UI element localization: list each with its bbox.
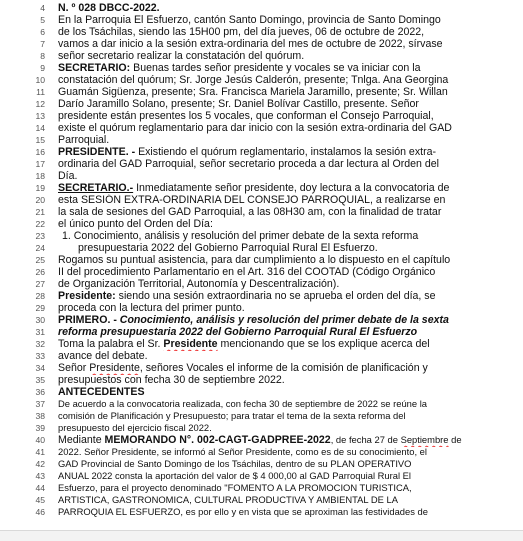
- line-37: 37 De acuerdo a la convocatoria realizada, con fecha 30 de septiembre de 2022 se reúne la: [0, 398, 523, 411]
- line-33: 33 avance del debate.: [0, 350, 523, 363]
- line-text: el único punto del Orden del Día:: [58, 218, 213, 230]
- line-20: 20 esta SESIÓN EXTRA-ORDINARIA DEL CONSEJO PARROQUIAL, a realizarse en: [0, 194, 523, 207]
- flagged-word: Presidente: [89, 362, 140, 374]
- line-text: N. º 028 DBCC-2022.: [58, 2, 160, 14]
- line-35: 35 presupuestos con fecha 30 de septiembre 2022.: [0, 374, 523, 387]
- line-text: Existiendo el quórum reglamentario, instalamos la sesión extra-: [135, 146, 437, 158]
- line-text: constatación del quórum; Sr. Jorge Jesús Calderón, presente; Tnlga. Ana Georgina: [58, 74, 449, 86]
- line-4: 4 N. º 028 DBCC-2022.: [0, 2, 523, 15]
- line-text: Parroquial.: [58, 134, 110, 146]
- line-text: ordinaria del GAD Parroquial, señor secretario proceda a dar lectura al Orden del: [58, 158, 439, 170]
- line-45: 45 ARTISTICA, GASTRONOMICA, CULTURAL PRODUCTIVA Y AMBIENTAL DE LA: [0, 494, 523, 507]
- line-text: de Organización Territorial, Autonomía y Descentralización).: [58, 278, 340, 290]
- line-text: , de fecha 27 de: [330, 434, 401, 445]
- line-14: 14 existe el quórum reglamentario para dar inicio con la sesión extra-ordinaria del GAD: [0, 122, 523, 135]
- line-9: 9 SECRETARIO: Buenas tardes señor presidente y vocales se va iniciar con la: [40, 62, 421, 74]
- speaker-label: PRESIDENTE. -: [58, 146, 136, 158]
- line-text: vamos a dar inicio a la sesión extra-ordinaria del mes de octubre de 2022, sírvase: [58, 38, 443, 50]
- line-text: Señor: [58, 362, 90, 374]
- line-31: 31 reforma presupuestaria 2022 del Gobierno Parroquial Rural El Esfuerzo: [0, 326, 523, 339]
- line-text: Conocimiento, análisis y resolución del primer debate de la sexta: [116, 314, 449, 326]
- line-5: 5 En la Parroquia El Esfuerzo, cantón Santo Domingo, provincia de Santo Domingo: [0, 14, 523, 27]
- line-15: 15 Parroquial.: [0, 134, 523, 147]
- line-8: 8 señor secretario realizar la constatación del quórum.: [0, 50, 523, 63]
- status-bar: [0, 530, 523, 541]
- line-38: 38 comisión de Planificación y Presupuesto; para tratar el tema de la sexta reforma del: [0, 410, 523, 423]
- line-46: 46 PARROQUIA EL ESFUERZO, es por ello y en vista que se aproximan las festividades de: [0, 506, 523, 519]
- line-text: avance del debate.: [58, 350, 148, 362]
- line-text: proceda con la lectura del primer punto.: [58, 302, 245, 314]
- line-text: esta SESIÓN EXTRA-ORDINARIA DEL CONSEJO PARROQUIAL, a realizarse en: [58, 194, 446, 206]
- line-10: 10 constatación del quórum; Sr. Jorge Jesús Calderón, presente; Tnlga. Ana Georgina: [0, 74, 523, 87]
- line-text: Día.: [58, 170, 78, 182]
- line-text: En la Parroquia El Esfuerzo, cantón Santo Domingo, provincia de Santo Domingo: [58, 14, 441, 26]
- line-text: De acuerdo a la convocatoria realizada, con fecha 30 de septiembre de 2022 se reúne la: [58, 398, 427, 409]
- line-29: 29 proceda con la lectura del primer punto.: [0, 302, 523, 315]
- line-text: Toma la palabra el Sr.: [58, 338, 164, 350]
- flagged-word: Septiembre: [400, 434, 449, 445]
- line-text: Buenas tardes señor presidente y vocales se va iniciar con la: [130, 62, 421, 74]
- line-16: 16 PRESIDENTE. - Existiendo el quórum reglamentario, instalamos la sesión extra-: [35, 146, 437, 158]
- line-text: de: [448, 434, 462, 445]
- line-text: presupuesto del ejercicio fiscal 2022.: [58, 422, 212, 433]
- line-36: 36 ANTECEDENTES: [0, 386, 523, 399]
- line-13: 13 presidente están presentes los 5 vocales, que conforman el Consejo Parroquial,: [0, 110, 523, 123]
- line-text: PARROQUIA EL ESFUERZO, es por ello y en vista que se aproximan las festividades de: [58, 506, 428, 517]
- line-24: 24 presupuestaria 2022 del Gobierno Parroquial Rural El Esfuerzo.: [0, 242, 523, 255]
- line-text: Mediante: [58, 434, 105, 446]
- section-heading: ANTECEDENTES: [58, 386, 145, 398]
- line-text: GAD Provincial de Santo Domingo de los Tsáchilas, dentro de su PLAN OPERATIVO: [58, 458, 412, 469]
- line-27: 27 de Organización Territorial, Autonomía y Descentralización).: [0, 278, 523, 291]
- line-32: 32 Toma la palabra el Sr. Presidente mencionando que se los explique acerca del: [35, 338, 430, 350]
- line-text: presupuestos con fecha 30 de septiembre 2022.: [58, 374, 285, 386]
- line-text: siendo una sesión extraordinaria no se aprueba el orden del día, se: [115, 290, 436, 302]
- line-text: reforma presupuestaria 2022 del Gobierno Parroquial Rural El Esfuerzo: [58, 326, 418, 338]
- line-text: mencionando que se los explique acerca del: [217, 338, 430, 350]
- line-text: 2022. Señor Presidente, se informó al Señor Presidente, como es de su conocimiento, el: [58, 446, 427, 457]
- line-text: , señores Vocales el informe de la comisión de planificación y: [139, 362, 428, 374]
- line-text: II del procedimiento Parlamentario en el Art. 316 del COOTAD (Código Orgánico: [58, 266, 436, 278]
- speaker-label: SECRETARIO.-: [58, 182, 134, 194]
- line-19: 19 SECRETARIO.- Inmediatamente señor presidente, doy lectura a la convocatoria de: [35, 182, 450, 194]
- line-25: 25 Rogamos su puntual asistencia, para dar cumplimiento a lo dispuesto en el capítulo: [0, 254, 523, 267]
- line-text: Esfuerzo, para el proyecto denominado "FOMENTO A LA PROMOCION TURISTICA,: [58, 482, 412, 493]
- line-text: de los Tsáchilas, siendo las 15H00 pm, del día jueves, 06 de octubre de 2022,: [58, 26, 425, 38]
- line-21: 21 la sala de sesiones del GAD Parroquial, a las 08H30 am, con la finalidad de tratar: [0, 206, 523, 219]
- section-label: PRIMERO. -: [58, 314, 117, 326]
- line-11: 11 Guamán Sigüenza, presente; Sra. Francisca Mariela Jaramillo, presente; Sr. Willan: [0, 86, 523, 99]
- line-text: ARTISTICA, GASTRONOMICA, CULTURAL PRODUCTIVA Y AMBIENTAL DE LA: [58, 494, 398, 505]
- line-22: 22 el único punto del Orden del Día:: [0, 218, 523, 231]
- line-41: 41 2022. Señor Presidente, se informó al Señor Presidente, como es de su conocimiento, el: [0, 446, 523, 459]
- line-text: la sala de sesiones del GAD Parroquial, a las 08H30 am, con la finalidad de tratar: [58, 206, 442, 218]
- line-44: 44 Esfuerzo, para el proyecto denominado "FOMENTO A LA PROMOCION TURISTICA,: [0, 482, 523, 495]
- line-text: presidente están presentes los 5 vocales, que conforman el Consejo Parroquial,: [58, 110, 434, 122]
- line-text: Darío Jaramillo Solano, presente; Sr. Daniel Bolívar Castillo, presente. Señor: [58, 98, 419, 110]
- line-26: 26 II del procedimiento Parlamentario en el Art. 316 del COOTAD (Código Orgánico: [0, 266, 523, 279]
- list-item: 1. Conocimiento, análisis y resolución del primer debate de la sexta reforma: [62, 230, 419, 242]
- line-42: 42 GAD Provincial de Santo Domingo de los Tsáchilas, dentro de su PLAN OPERATIVO: [0, 458, 523, 471]
- line-43: 43 ANUAL 2022 consta la aportación del valor de $ 4 000,00 al GAD Parroquial Rural El: [0, 470, 523, 483]
- line-text: existe el quórum reglamentario para dar inicio con la sesión extra-ordinaria del GAD: [58, 122, 452, 134]
- line-text: ANUAL 2022 consta la aportación del valor de $ 4 000,00 al GAD Parroquial Rural El: [58, 470, 411, 481]
- line-text: señor secretario realizar la constatación del quórum.: [58, 50, 305, 62]
- line-text: Rogamos su puntual asistencia, para dar cumplimiento a lo dispuesto en el capítulo: [58, 254, 451, 266]
- line-23: 23 1. Conocimiento, análisis y resolución del primer debate de la sexta reforma: [0, 230, 523, 243]
- line-text: Inmediatamente señor presidente, doy lectura a la convocatoria de: [133, 182, 450, 194]
- line-7: 7 vamos a dar inicio a la sesión extra-ordinaria del mes de octubre de 2022, sírvase: [0, 38, 523, 51]
- line-text: Guamán Sigüenza, presente; Sra. Francisca Mariela Jaramillo, presente; Sr. Willan: [58, 86, 448, 98]
- line-39: 39 presupuesto del ejercicio fiscal 2022.: [0, 422, 523, 435]
- speaker-label: Presidente:: [58, 290, 116, 302]
- line-12: 12 Darío Jaramillo Solano, presente; Sr. Daniel Bolívar Castillo, presente. Señor: [0, 98, 523, 111]
- line-6: 6 de los Tsáchilas, siendo las 15H00 pm, del día jueves, 06 de octubre de 2022,: [0, 26, 523, 39]
- line-40: 40 Mediante MEMORANDO N°. 002-CAGT-GADPREE-2022, de fecha 27 de Septiembre de: [35, 434, 462, 446]
- memo-reference: MEMORANDO N°. 002-CAGT-GADPREE-2022: [104, 434, 331, 446]
- speaker-label: SECRETARIO:: [58, 62, 131, 74]
- line-text: comisión de Planificación y Presupuesto; para tratar el tema de la sexta reforma del: [58, 410, 406, 421]
- line-28: 28 Presidente: siendo una sesión extraordinaria no se aprueba el orden del día, se: [35, 290, 436, 302]
- line-30: 30 PRIMERO. - Conocimiento, análisis y resolución del primer debate de la sexta: [35, 314, 449, 326]
- line-text: presupuestaria 2022 del Gobierno Parroquial Rural El Esfuerzo.: [78, 242, 378, 254]
- line-17: 17 ordinaria del GAD Parroquial, señor secretario proceda a dar lectura al Orden del: [0, 158, 523, 171]
- line-18: 18 Día.: [0, 170, 523, 183]
- flagged-word: Presidente: [163, 338, 218, 350]
- line-34: 34 Señor Presidente, señores Vocales el informe de la comisión de planificación y: [35, 362, 428, 374]
